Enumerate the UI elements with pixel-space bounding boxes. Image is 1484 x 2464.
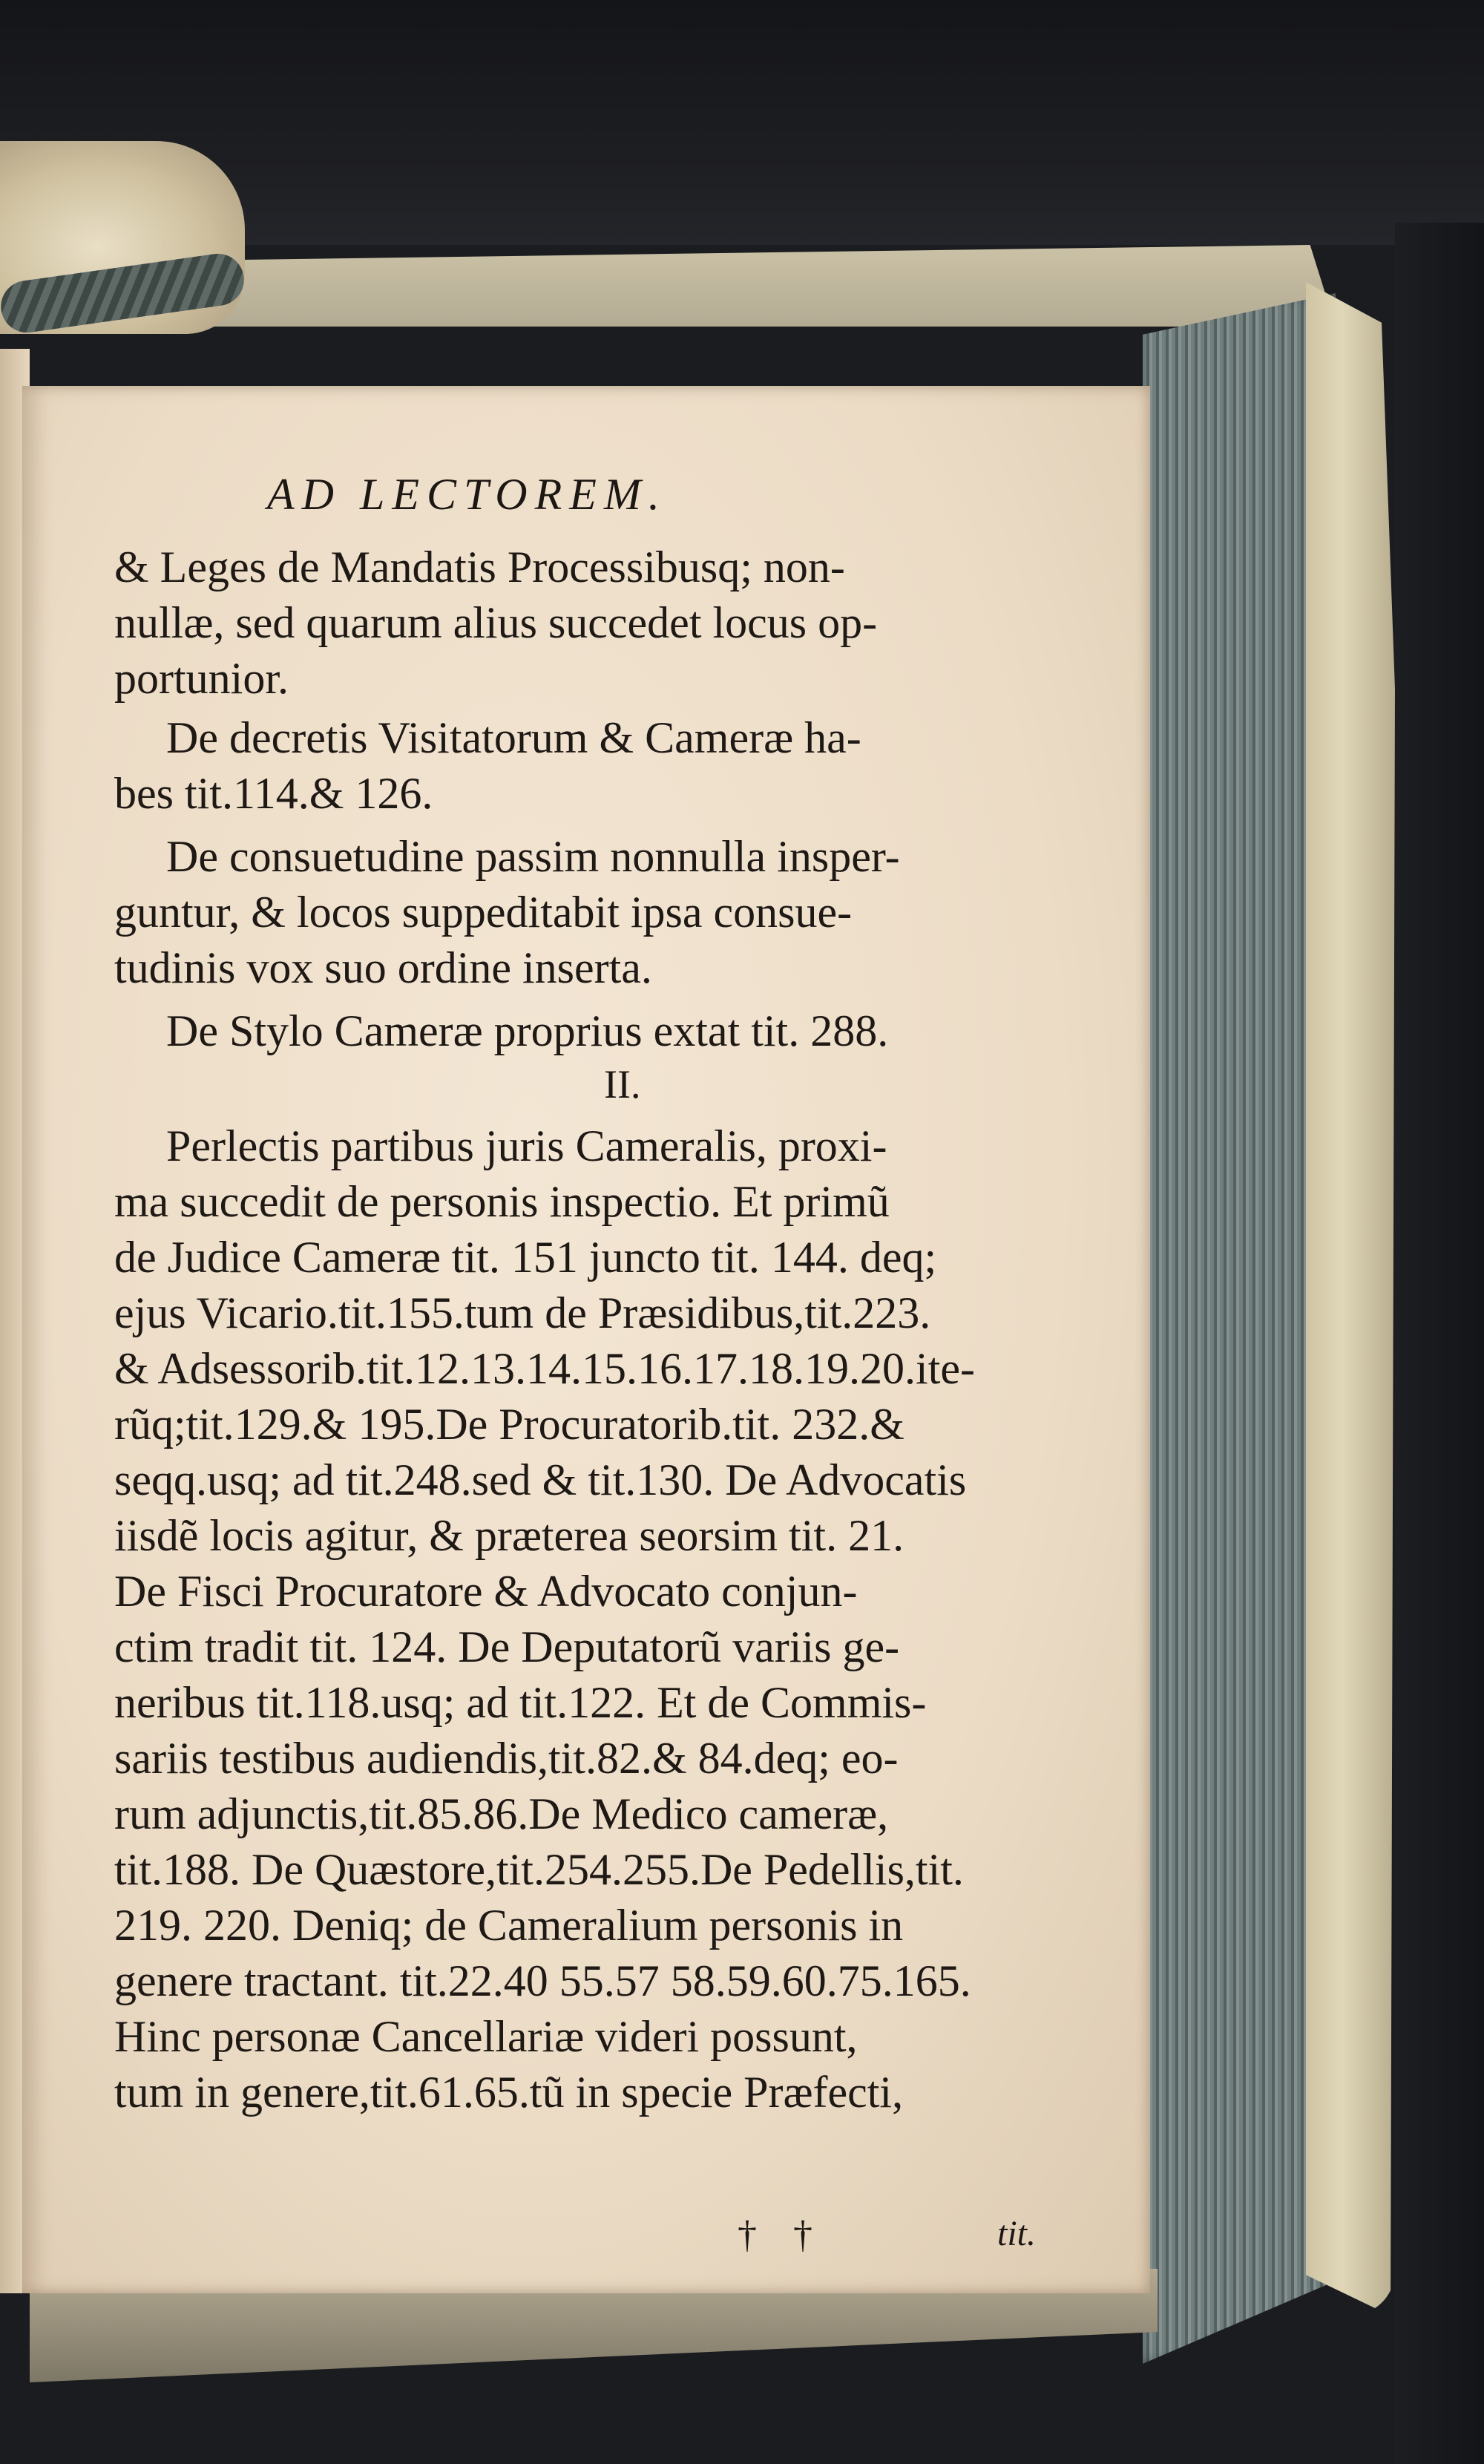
text-line: rũq;tit.129.& 195.De Procuratorib.tit. 232.& <box>114 1400 904 1449</box>
text-line: De decretis Visitatorum & Cameræ ha- <box>166 713 861 762</box>
text-line: rum adjunctis,tit.85.86.De Medico cameræ, <box>114 1789 889 1838</box>
text-line: tudinis vox suo ordine inserta. <box>114 943 652 992</box>
text-line: neribus tit.118.usq; ad tit.122. Et de Commis- <box>114 1678 927 1727</box>
text-line: De Stylo Cameræ proprius extat tit. 288. <box>166 1006 889 1055</box>
text-line: Perlectis partibus juris Cameralis, proxi- <box>166 1121 887 1170</box>
text-line: nullæ, sed quarum alius succedet locus op- <box>114 598 878 647</box>
text-line: De consuetudine passim nonnulla insper- <box>166 832 900 881</box>
text-line: genere tractant. tit.22.40 55.57 58.59.60.75.165. <box>114 1956 971 2005</box>
book-cover-edge <box>1306 282 1395 2316</box>
text-line: tum in genere,tit.61.65.tũ in specie Præfecti, <box>114 2068 904 2117</box>
catchword: tit. <box>997 2214 1037 2253</box>
text-line: seqq.usq; ad tit.248.sed & tit.130. De Advocatis <box>114 1455 967 1504</box>
dark-background-right <box>1395 223 1484 2464</box>
text-line: De Fisci Procuratore & Advocato conjun- <box>114 1567 858 1616</box>
text-line: Hinc personæ Cancellariæ videri possunt, <box>114 2012 858 2061</box>
text-line: portunior. <box>114 654 289 703</box>
text-line: guntur, & locos suppeditabit ipsa consue- <box>114 888 853 937</box>
text-line: de Judice Cameræ tit. 151 juncto tit. 144. deq; <box>114 1233 937 1282</box>
book-page <box>22 386 1150 2293</box>
text-line: tit.188. De Quæstore,tit.254.255.De Pedellis,tit. <box>114 1845 964 1894</box>
text-line: & Adsessorib.tit.12.13.14.15.16.17.18.19.20.ite- <box>114 1344 975 1393</box>
text-line: bes tit.114.& 126. <box>114 769 433 818</box>
text-line: iisdẽ locis agitur, & præterea seorsim tit. 21. <box>114 1511 904 1560</box>
text-line: ctim tradit tit. 124. De Deputatorũ variis ge- <box>114 1622 900 1671</box>
running-head: AD LECTOREM. <box>267 470 667 519</box>
text-line: 219. 220. Deniq; de Cameralium personis in <box>114 1901 904 1950</box>
text-line: sariis testibus audiendis,tit.82.& 84.deq; eo- <box>114 1734 899 1783</box>
text-line: ejus Vicario.tit.155.tum de Præsidibus,tit.223. <box>114 1288 931 1337</box>
section-number: II. <box>604 1062 641 1107</box>
text-line: & Leges de Mandatis Processibusq; non- <box>114 543 845 592</box>
book-top-edge <box>59 245 1336 327</box>
signature-mark: † † <box>738 2214 826 2256</box>
text-line: ma succedit de personis inspectio. Et primũ <box>114 1177 890 1226</box>
